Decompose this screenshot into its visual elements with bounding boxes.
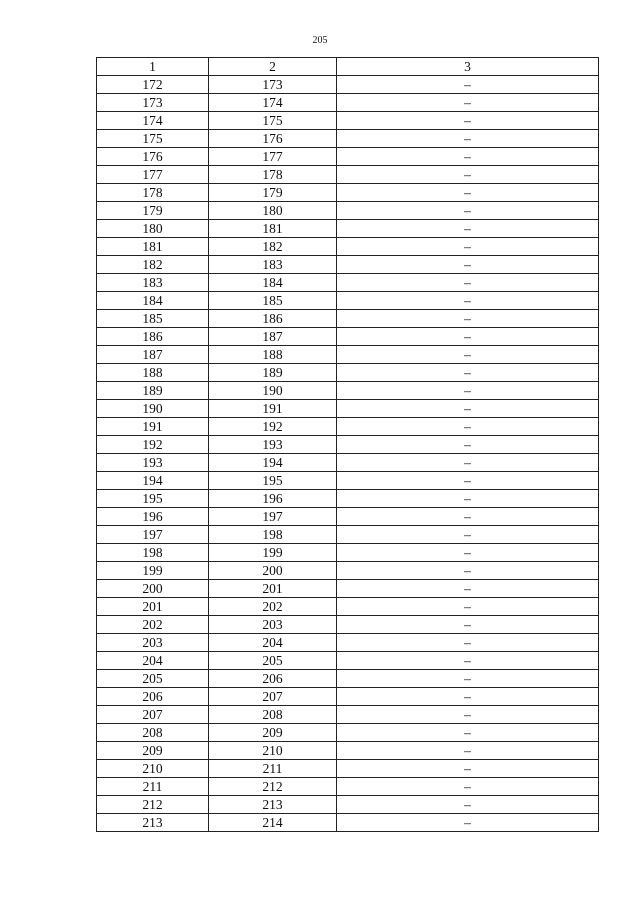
table-cell-col-2: 212 — [209, 778, 337, 796]
table-cell-col-3: – — [337, 796, 599, 814]
table-cell-col-3: – — [337, 166, 599, 184]
column-header-1: 1 — [97, 58, 209, 76]
table-cell-col-3: – — [337, 400, 599, 418]
table-row — [97, 760, 599, 778]
table-row — [97, 562, 599, 580]
table-cell-col-3: – — [337, 382, 599, 400]
table-cell-col-1: 203 — [97, 634, 209, 652]
table-row — [97, 670, 599, 688]
table-row — [97, 742, 599, 760]
table-cell-col-2: 210 — [209, 742, 337, 760]
table-cell-col-2: 189 — [209, 364, 337, 382]
table-cell-col-1: 181 — [97, 238, 209, 256]
table-cell-col-2: 203 — [209, 616, 337, 634]
table-cell-col-3: – — [337, 544, 599, 562]
table-cell-col-1: 209 — [97, 742, 209, 760]
table-cell-col-2: 192 — [209, 418, 337, 436]
table-cell-col-2: 191 — [209, 400, 337, 418]
table-cell-col-3: – — [337, 148, 599, 166]
table-cell-col-1: 195 — [97, 490, 209, 508]
table-row — [97, 706, 599, 724]
table-cell-col-2: 179 — [209, 184, 337, 202]
table-cell-col-3: – — [337, 328, 599, 346]
table-cell-col-1: 204 — [97, 652, 209, 670]
table-cell-col-3: – — [337, 562, 599, 580]
table-cell-col-2: 199 — [209, 544, 337, 562]
table-cell-col-2: 183 — [209, 256, 337, 274]
table-cell-col-2: 213 — [209, 796, 337, 814]
table-cell-col-1: 211 — [97, 778, 209, 796]
table-cell-col-3: – — [337, 94, 599, 112]
table-row — [97, 652, 599, 670]
table-cell-col-1: 186 — [97, 328, 209, 346]
table-row — [97, 310, 599, 328]
table-cell-col-1: 177 — [97, 166, 209, 184]
table-cell-col-3: – — [337, 112, 599, 130]
table-cell-col-1: 206 — [97, 688, 209, 706]
table-cell-col-2: 178 — [209, 166, 337, 184]
table-row — [97, 76, 599, 94]
table-cell-col-2: 186 — [209, 310, 337, 328]
table-row — [97, 616, 599, 634]
table-cell-col-1: 180 — [97, 220, 209, 238]
table-cell-col-1: 202 — [97, 616, 209, 634]
table-row — [97, 94, 599, 112]
table-cell-col-1: 200 — [97, 580, 209, 598]
table-cell-col-3: – — [337, 274, 599, 292]
table-cell-col-1: 192 — [97, 436, 209, 454]
table-cell-col-3: – — [337, 418, 599, 436]
table-row — [97, 202, 599, 220]
table-cell-col-3: – — [337, 616, 599, 634]
table-cell-col-3: – — [337, 256, 599, 274]
table-cell-col-2: 184 — [209, 274, 337, 292]
table-cell-col-2: 202 — [209, 598, 337, 616]
table-cell-col-3: – — [337, 814, 599, 832]
table-cell-col-3: – — [337, 184, 599, 202]
table-cell-col-3: – — [337, 490, 599, 508]
table-row — [97, 688, 599, 706]
table-cell-col-1: 193 — [97, 454, 209, 472]
table-cell-col-2: 205 — [209, 652, 337, 670]
table-cell-col-3: – — [337, 760, 599, 778]
table-cell-col-3: – — [337, 508, 599, 526]
table-cell-col-1: 182 — [97, 256, 209, 274]
table-cell-col-3: – — [337, 346, 599, 364]
table-cell-col-1: 174 — [97, 112, 209, 130]
table-cell-col-2: 188 — [209, 346, 337, 364]
table-cell-col-3: – — [337, 706, 599, 724]
table-cell-col-2: 206 — [209, 670, 337, 688]
data-table — [96, 57, 599, 832]
table-cell-col-2: 197 — [209, 508, 337, 526]
table-cell-col-1: 175 — [97, 130, 209, 148]
table-row — [97, 634, 599, 652]
table-row — [97, 436, 599, 454]
table-cell-col-3: – — [337, 130, 599, 148]
table-cell-col-1: 191 — [97, 418, 209, 436]
table-cell-col-2: 194 — [209, 454, 337, 472]
table-cell-col-1: 184 — [97, 292, 209, 310]
table-cell-col-3: – — [337, 580, 599, 598]
table-cell-col-3: – — [337, 526, 599, 544]
table-cell-col-2: 200 — [209, 562, 337, 580]
table-cell-col-1: 196 — [97, 508, 209, 526]
table-cell-col-2: 201 — [209, 580, 337, 598]
table-cell-col-3: – — [337, 670, 599, 688]
table-cell-col-3: – — [337, 454, 599, 472]
table-cell-col-2: 214 — [209, 814, 337, 832]
table-cell-col-1: 188 — [97, 364, 209, 382]
table-header — [97, 58, 599, 76]
table-cell-col-1: 210 — [97, 760, 209, 778]
table-cell-col-2: 198 — [209, 526, 337, 544]
table-cell-col-1: 187 — [97, 346, 209, 364]
header-row — [97, 58, 599, 76]
table-cell-col-2: 207 — [209, 688, 337, 706]
table-row — [97, 454, 599, 472]
column-header-3: 3 — [337, 58, 599, 76]
table-row — [97, 148, 599, 166]
table-cell-col-1: 199 — [97, 562, 209, 580]
table-cell-col-3: – — [337, 220, 599, 238]
table-cell-col-2: 173 — [209, 76, 337, 94]
table-cell-col-1: 201 — [97, 598, 209, 616]
table-row — [97, 256, 599, 274]
table-cell-col-2: 174 — [209, 94, 337, 112]
table-row — [97, 238, 599, 256]
table-cell-col-2: 187 — [209, 328, 337, 346]
table-cell-col-3: – — [337, 634, 599, 652]
table-cell-col-3: – — [337, 688, 599, 706]
table-row — [97, 112, 599, 130]
table-cell-col-3: – — [337, 292, 599, 310]
table-row — [97, 580, 599, 598]
table-row — [97, 526, 599, 544]
table-row — [97, 184, 599, 202]
table-row — [97, 364, 599, 382]
table-cell-col-2: 193 — [209, 436, 337, 454]
table-row — [97, 778, 599, 796]
table-row — [97, 220, 599, 238]
table-cell-col-1: 185 — [97, 310, 209, 328]
table-cell-col-1: 190 — [97, 400, 209, 418]
table-cell-col-2: 175 — [209, 112, 337, 130]
table-cell-col-2: 176 — [209, 130, 337, 148]
table-row — [97, 508, 599, 526]
table-cell-col-2: 180 — [209, 202, 337, 220]
table-cell-col-1: 205 — [97, 670, 209, 688]
table-cell-col-1: 183 — [97, 274, 209, 292]
table-cell-col-3: – — [337, 364, 599, 382]
table-cell-col-3: – — [337, 472, 599, 490]
table-cell-col-1: 207 — [97, 706, 209, 724]
table-row — [97, 544, 599, 562]
table-cell-col-1: 208 — [97, 724, 209, 742]
table-cell-col-2: 208 — [209, 706, 337, 724]
table-cell-col-2: 209 — [209, 724, 337, 742]
table-cell-col-1: 213 — [97, 814, 209, 832]
table-cell-col-2: 196 — [209, 490, 337, 508]
table-cell-col-3: – — [337, 778, 599, 796]
table-cell-col-1: 176 — [97, 148, 209, 166]
table-cell-col-1: 198 — [97, 544, 209, 562]
column-header-2: 2 — [209, 58, 337, 76]
table-row — [97, 472, 599, 490]
table-cell-col-3: – — [337, 310, 599, 328]
table-row — [97, 490, 599, 508]
table-row — [97, 598, 599, 616]
table-cell-col-1: 173 — [97, 94, 209, 112]
table-row — [97, 796, 599, 814]
table-row — [97, 418, 599, 436]
table-cell-col-3: – — [337, 742, 599, 760]
table-cell-col-1: 189 — [97, 382, 209, 400]
table-row — [97, 382, 599, 400]
table-row — [97, 130, 599, 148]
table-cell-col-3: – — [337, 436, 599, 454]
table-cell-col-2: 182 — [209, 238, 337, 256]
table-body — [97, 76, 599, 832]
table-cell-col-3: – — [337, 652, 599, 670]
table-row — [97, 814, 599, 832]
table-cell-col-3: – — [337, 238, 599, 256]
table-cell-col-3: – — [337, 598, 599, 616]
table-cell-col-2: 181 — [209, 220, 337, 238]
table-cell-col-1: 179 — [97, 202, 209, 220]
table-row — [97, 346, 599, 364]
table-row — [97, 274, 599, 292]
table-cell-col-3: – — [337, 202, 599, 220]
table-row — [97, 724, 599, 742]
table-cell-col-2: 190 — [209, 382, 337, 400]
table-row — [97, 166, 599, 184]
table-cell-col-2: 185 — [209, 292, 337, 310]
table-row — [97, 292, 599, 310]
table-cell-col-1: 194 — [97, 472, 209, 490]
table-cell-col-2: 177 — [209, 148, 337, 166]
table-cell-col-3: – — [337, 76, 599, 94]
table-row — [97, 400, 599, 418]
table-cell-col-1: 178 — [97, 184, 209, 202]
table-cell-col-2: 195 — [209, 472, 337, 490]
page-number: 205 — [312, 35, 328, 46]
table-cell-col-1: 197 — [97, 526, 209, 544]
table-cell-col-1: 212 — [97, 796, 209, 814]
table-cell-col-2: 204 — [209, 634, 337, 652]
table-cell-col-2: 211 — [209, 760, 337, 778]
table-row — [97, 328, 599, 346]
table-cell-col-3: – — [337, 724, 599, 742]
table-cell-col-1: 172 — [97, 76, 209, 94]
